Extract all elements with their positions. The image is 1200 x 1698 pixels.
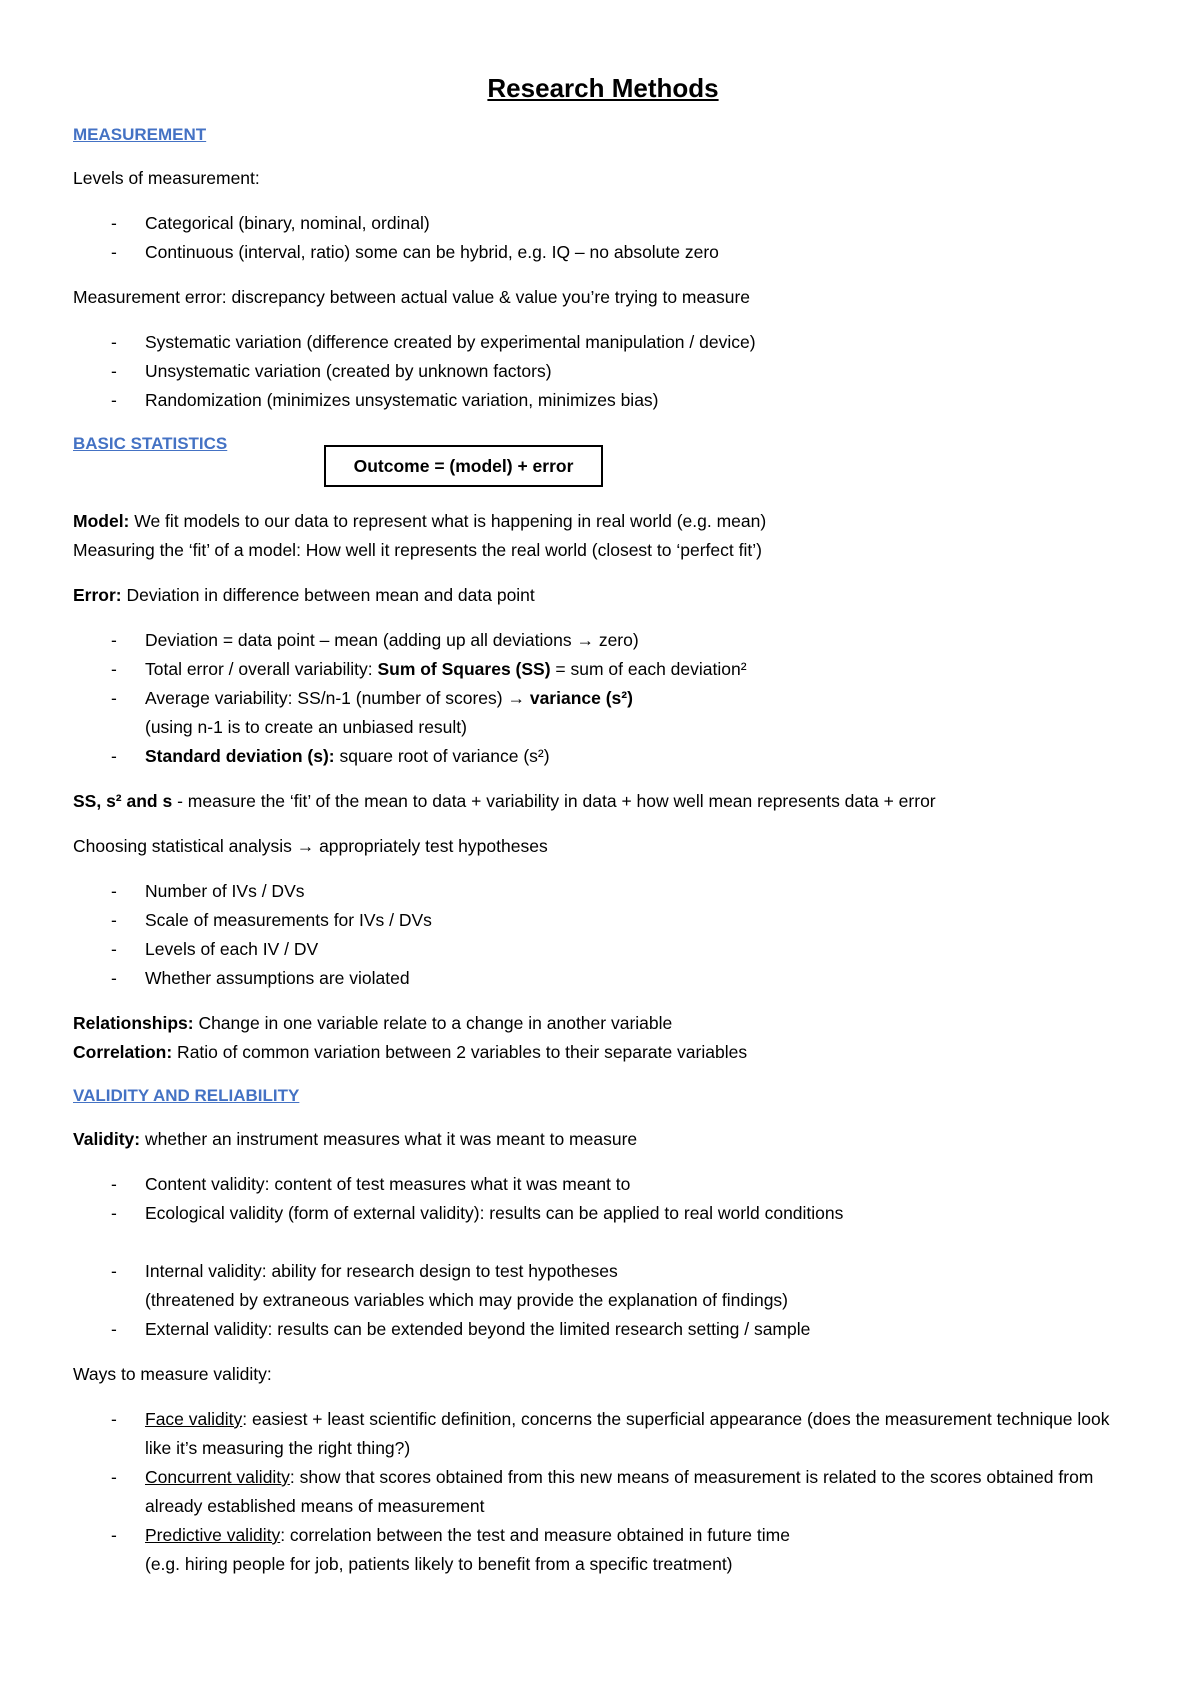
section-heading-measurement: MEASUREMENT <box>73 125 207 144</box>
levels-list <box>73 209 1133 267</box>
formula-row <box>73 445 1133 499</box>
list-item <box>73 684 1133 742</box>
document-page <box>73 68 1133 1595</box>
standard-deviation-term: Standard deviation (s): <box>145 746 335 766</box>
fit-paragraph: Measuring the ‘fit’ of a model: How well it represents the real world (closest to ‘perfect fit’) <box>73 540 762 560</box>
ss-label: SS, s² and s <box>73 791 173 811</box>
error-label: Error: <box>73 585 122 605</box>
ss-paragraph <box>73 787 1133 816</box>
error-paragraph <box>73 581 1133 610</box>
relationships-paragraph <box>73 1009 1133 1038</box>
face-validity-term: Face validity <box>145 1409 243 1429</box>
levels-intro: Levels of measurement: <box>73 168 260 188</box>
page-title: Research Methods <box>487 73 719 103</box>
list-item: - External validity: results can be extended beyond the limited research setting / sample <box>73 1315 1133 1344</box>
model-label: Model: <box>73 511 130 531</box>
internal-validity-text: Internal validity: ability for research design to test hypotheses <box>145 1261 618 1281</box>
error-items-list <box>73 626 1133 771</box>
list-item: - Ecological validity (form of external validity): results can be applied to real world conditions <box>73 1199 1133 1228</box>
correlation-paragraph <box>73 1038 1133 1067</box>
list-item: - Levels of each IV / DV <box>73 935 1133 964</box>
sum-of-squares-term: Sum of Squares (SS) <box>377 659 551 679</box>
model-text: We fit models to our data to represent what is happening in real world (e.g. mean) <box>129 511 767 531</box>
list-item: - Whether assumptions are violated <box>73 964 1133 993</box>
list-item <box>73 655 1133 684</box>
avg-variability-note: (using n-1 is to create an unbiased result) <box>145 717 467 737</box>
validity-label: Validity: <box>73 1129 141 1149</box>
avg-variability-text: Average variability: SS/n-1 (number of scores) → <box>145 688 530 708</box>
face-validity-text: : easiest + least scientific definition, concerns the superficial appearance (does the measurement technique look like it’s measuring the right thing?) <box>145 1409 1110 1458</box>
list-item <box>73 1405 1133 1463</box>
list-item: - Deviation = data point – mean (adding up all deviations → zero) <box>73 626 1133 655</box>
ss-text: - measure the ‘fit’ of the mean to data + variability in data + how well mean represents data + error <box>172 791 936 811</box>
error-list <box>73 328 1133 415</box>
correlation-text: Ratio of common variation between 2 variables to their separate variables <box>172 1042 748 1062</box>
relationships-label: Relationships: <box>73 1013 194 1033</box>
section-heading-basic-statistics: BASIC STATISTICS <box>73 434 228 453</box>
list-item: - Content validity: content of test measures what it was meant to <box>73 1170 1133 1199</box>
predictive-validity-term: Predictive validity <box>145 1525 281 1545</box>
ways-intro: Ways to measure validity: <box>73 1364 272 1384</box>
list-item: - Scale of measurements for IVs / DVs <box>73 906 1133 935</box>
predictive-validity-note: (e.g. hiring people for job, patients likely to benefit from a specific treatment) <box>145 1554 733 1574</box>
list-item <box>73 742 1133 771</box>
list-item: - Systematic variation (difference created by experimental manipulation / device) <box>73 328 1133 357</box>
list-item: - Categorical (binary, nominal, ordinal) <box>73 209 1133 238</box>
total-error-text: Total error / overall variability: <box>145 659 378 679</box>
list-item: - Continuous (interval, ratio) some can be hybrid, e.g. IQ – no absolute zero <box>73 238 1133 267</box>
section-heading-validity: VALIDITY AND RELIABILITY <box>73 1086 300 1105</box>
validity-list <box>73 1170 1133 1344</box>
list-item <box>73 1257 1133 1315</box>
list-item: - Unsystematic variation (created by unknown factors) <box>73 357 1133 386</box>
measurement-error-intro: Measurement error: discrepancy between actual value & value you’re trying to measure <box>73 287 751 307</box>
predictive-validity-text: : correlation between the test and measure obtained in future time <box>280 1525 790 1545</box>
model-paragraph <box>73 507 1133 536</box>
validity-paragraph <box>73 1125 1133 1154</box>
variance-term: variance (s²) <box>529 688 633 708</box>
validity-text: whether an instrument measures what it was meant to measure <box>140 1129 638 1149</box>
standard-deviation-text: square root of variance (s²) <box>334 746 550 766</box>
total-error-rest: = sum of each deviation² <box>550 659 747 679</box>
concurrent-validity-term: Concurrent validity <box>145 1467 290 1487</box>
correlation-label: Correlation: <box>73 1042 173 1062</box>
ways-list <box>73 1405 1133 1579</box>
internal-validity-note: (threatened by extraneous variables which may provide the explanation of findings) <box>145 1290 789 1310</box>
list-item: - Number of IVs / DVs <box>73 877 1133 906</box>
list-item <box>73 1521 1133 1579</box>
list-item: - Randomization (minimizes unsystematic variation, minimizes bias) <box>73 386 1133 415</box>
choosing-intro: Choosing statistical analysis → appropriately test hypotheses <box>73 836 548 856</box>
error-text: Deviation in difference between mean and data point <box>121 585 535 605</box>
choosing-list <box>73 877 1133 993</box>
relationships-text: Change in one variable relate to a change in another variable <box>193 1013 673 1033</box>
formula-box: Outcome = (model) + error <box>324 445 603 487</box>
list-item <box>73 1463 1133 1521</box>
concurrent-validity-text: : show that scores obtained from this new means of measurement is related to the scores obtained from already established means of measurement <box>145 1467 1094 1516</box>
